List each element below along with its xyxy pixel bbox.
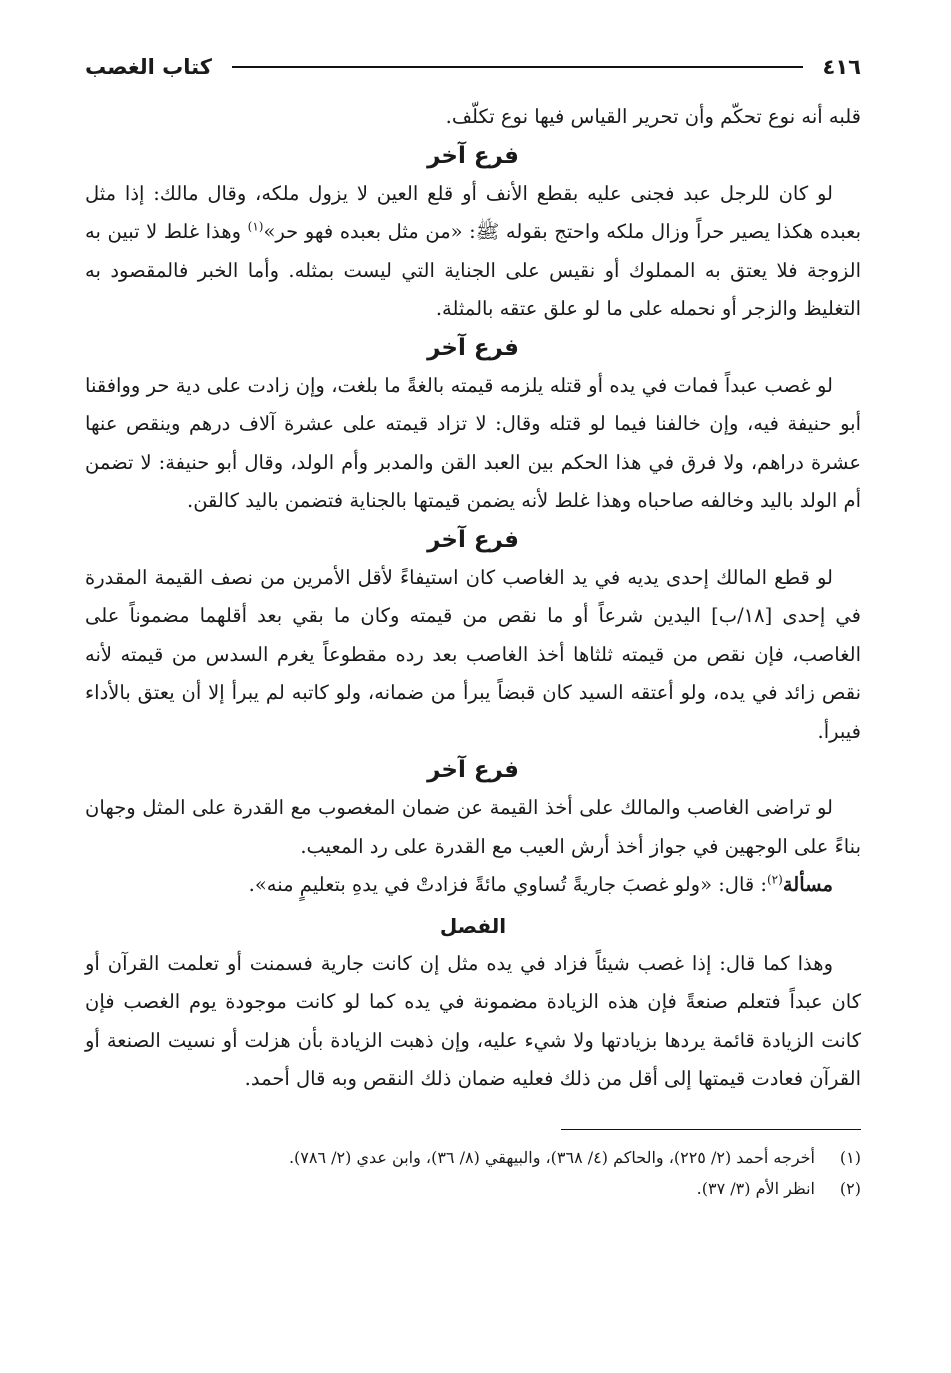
section-paragraph-3: لو قطع المالك إحدى يديه في يد الغاصب كان استيفاءً لأقل الأمرين من نصف القيمة المقدرة في إحدى [١٨/ب] اليدين شرعاً أو ما نقص من قيمته وكان ما بقي بعد أقلهما مضموناً على الغاصب، فإن نقص من قيمته ثلثاها أخذ الغاصب بعد رده مقطوعاً يغرم السدس من قيمته لأنه نقص زائد في يده، ولو أعتقه السيد كان قبضاً يبرأ من ضمانه، ولو كاتبه لم يبرأ إلا أن يعتق بالأداء فيبرأ. — [85, 565, 861, 743]
book-title: كتاب الغصب — [85, 55, 212, 79]
body-text — [85, 98, 861, 1099]
footnote-2 — [85, 1173, 861, 1204]
footnote-number: (١) — [839, 1147, 861, 1167]
header-rule — [232, 66, 803, 68]
section-heading-1: فرع آخر — [427, 142, 519, 169]
footnote-text: انظر الأم (٣/ ٣٧). — [696, 1178, 815, 1198]
masala-label: مسألة — [782, 873, 833, 896]
intro-paragraph: قلبه أنه نوع تحكّم وأن تحرير القياس فيها نوع تكلّف. — [445, 105, 861, 128]
footnote-text: أخرجه أحمد (٢/ ٢٢٥)، والحاكم (٤/ ٣٦٨)، والبيهقي (٨/ ٣٦)، وابن عدي (٢/ ٧٨٦). — [288, 1147, 815, 1167]
section-1-text-a: لو كان للرجل عبد فجنى عليه بقطع الأنف أو قلع العين لا يزول ملكه، وقال مالك: إذا مثل بعبده هكذا يصير حراً وزال ملكه واحتج بقوله ﷺ: «من مثل بعبده فهو حر» — [85, 181, 861, 243]
footnote-number: (٢) — [839, 1178, 861, 1198]
page-number: ٤١٦ — [822, 55, 861, 79]
masala-text: : قال: «ولو غصبَ جاريةً تُساوي مائةً فزادتْ في يدهِ بتعليمٍ منه». — [248, 873, 767, 896]
footnote-ref-1[interactable]: (١) — [247, 219, 264, 234]
section-heading-2: فرع آخر — [427, 334, 519, 361]
section-heading-4: فرع آخر — [427, 757, 519, 783]
footnote-divider — [561, 1129, 861, 1130]
footnotes — [85, 1142, 861, 1204]
section-1-text-b: وهذا غلط لا تبين به الزوجة فلا يعتق به المملوك أو نقيس على الجناية التي ليست بمثله. وأما الخبر فالمقصود به التغليظ والزجر أو نحمله على ما لو علق عتقه بالمثلة. — [85, 220, 861, 320]
masala-paragraph — [85, 866, 861, 905]
fasl-heading: الفصل — [439, 913, 507, 938]
section-paragraph-2: لو غصب عبداً فمات في يده أو قتله يلزمه قيمته بالغةً ما بلغت، وإن زادت على دية حر ووافقنا أبو حنيفة فيه، وإن خالفنا فيما لو قتله وقال: لا تزاد قيمته على عشرة آلاف درهم وينقص عنها عشرة دراهم، ولا فرق في هذا الحكم بين العبد القن والمدبر وأم الولد، وقال أبو حنيفة: لا تضمن أم الولد باليد وخالفه صاحباه وهذا غلط لأنه يضمن قيمتها بالجناية فتضمن باليد كالقن. — [85, 373, 861, 512]
section-heading-3: فرع آخر — [427, 526, 519, 553]
fasl-paragraph: وهذا كما قال: إذا غصب شيئاً فزاد في يده مثل إن كانت جارية فسمنت أو تعلمت القرآن أو كان عبداً فتعلم صنعةً فإن هذه الزيادة مضمونة في يده كما لو كانت موجودة يوم الغصب فإن كانت الزيادة قائمة يردها بزيادتها ولا شيء عليه، وإن ذهبت الزيادة بأن هزلت أو نسيت الصنعة أو القرآن فعادت قيمتها إلى أقل من ذلك فعليه ضمان ذلك النقص وبه قال أحمد. — [85, 951, 861, 1090]
section-paragraph-4: لو تراضى الغاصب والمالك على أخذ القيمة عن ضمان المغصوب مع القدرة على المثل وجهان بناءً على الوجهين في جواز أخذ أرش العيب مع القدرة على رد المعيب. — [85, 796, 861, 858]
book-page — [85, 44, 861, 1204]
running-header — [85, 44, 861, 90]
section-paragraph-1 — [85, 175, 861, 329]
footnote-ref-2[interactable]: (٢) — [766, 872, 783, 887]
footnote-1 — [85, 1142, 861, 1173]
